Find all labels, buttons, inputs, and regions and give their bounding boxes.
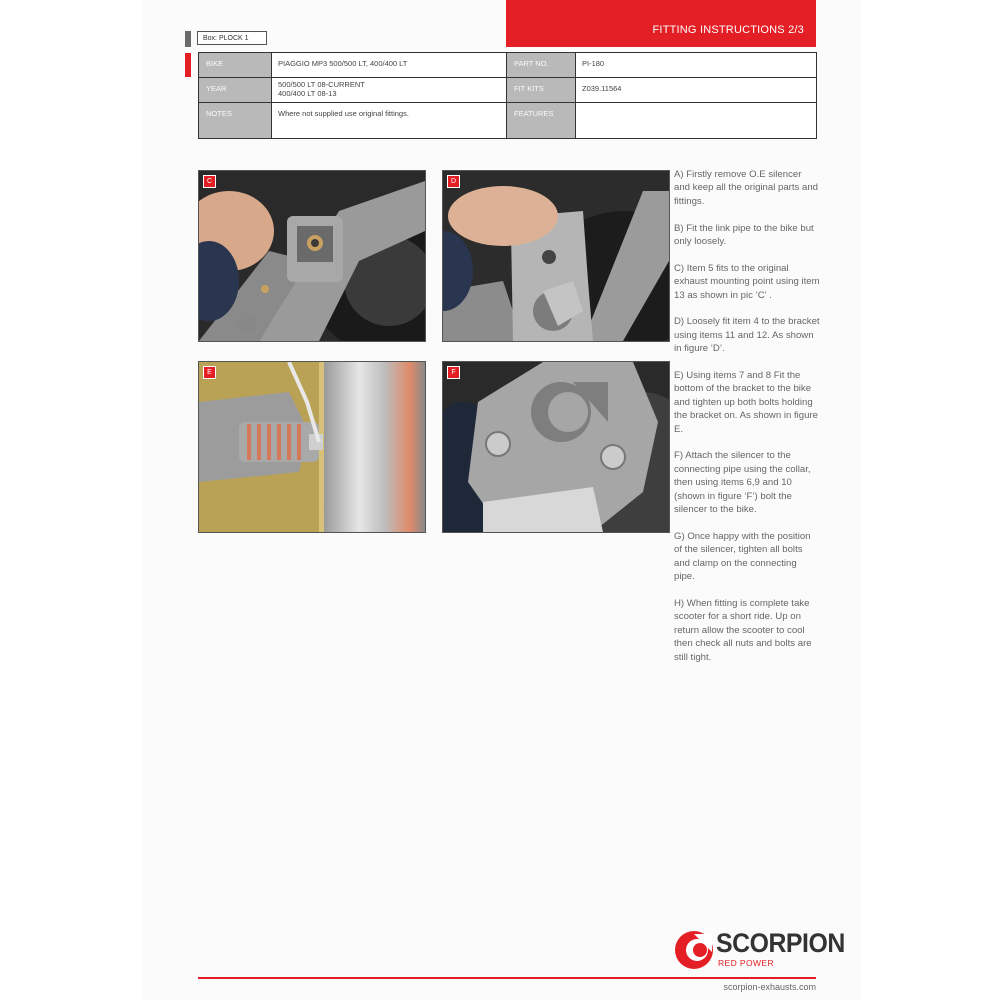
step-b: B) Fit the link pipe to the bike but only loosely. <box>674 222 814 248</box>
photo-d <box>442 170 670 342</box>
box-marker <box>185 31 191 47</box>
photo-f <box>442 361 670 533</box>
logo-wordmark: SCORPION <box>716 928 845 958</box>
photo-e-tag: E <box>203 366 216 379</box>
photo-d-image <box>443 171 669 341</box>
year-label: YEAR <box>199 78 272 103</box>
features-value <box>576 103 817 139</box>
fit-kits-value: Z039.11564 <box>576 78 817 103</box>
year-line-2: 400/400 LT 08-13 <box>278 89 337 98</box>
logo-tagline: RED POWER <box>718 958 775 968</box>
photo-e-image <box>199 362 425 532</box>
year-line-1: 500/500 LT 08-CURRENT <box>278 80 365 89</box>
box-label: Box: PLOCK 1 <box>197 31 267 45</box>
photo-c <box>198 170 426 342</box>
step-h: H) When fitting is complete take scooter for a short ride. Up on return allow the scooter to cool then check all nuts and bolts are still tight. <box>674 597 812 663</box>
photo-c-tag: C <box>203 175 216 188</box>
fit-kits-label: FIT KITS <box>507 78 576 103</box>
features-label: FEATURES <box>507 103 576 139</box>
photo-c-image <box>199 171 425 341</box>
photo-e <box>198 361 426 533</box>
notes-label: NOTES <box>199 103 272 139</box>
table-row <box>199 78 817 103</box>
spec-table <box>198 52 817 139</box>
part-number-label: PART NO. <box>507 53 576 78</box>
step-c: C) Item 5 fits to the original exhaust mounting point using item 13 as shown in pic ‘C’ . <box>674 262 820 301</box>
step-f: F) Attach the silencer to the connecting pipe using the collar, then using items 6,9 and 10 (shown in figure ‘F’) bolt the silencer to the bike. <box>674 450 811 516</box>
page-title: FITTING INSTRUCTIONS 2/3 <box>652 24 804 36</box>
photo-d-tag: D <box>447 175 460 188</box>
year-value <box>272 78 507 103</box>
scorpion-logo <box>674 928 845 972</box>
notes-value: Where not supplied use original fittings. <box>272 103 507 139</box>
step-g: G) Once happy with the position of the silencer, tighten all bolts and clamp on the connecting pipe. <box>674 530 811 583</box>
part-number-value: PI-180 <box>576 53 817 78</box>
bike-row-marker <box>185 53 191 77</box>
bike-value: PIAGGIO MP3 500/500 LT, 400/400 LT <box>272 53 507 78</box>
table-row <box>199 103 817 139</box>
photo-f-image <box>443 362 669 532</box>
instruction-steps <box>674 168 820 677</box>
table-row <box>199 53 817 78</box>
step-d: D) Loosely fit item 4 to the bracket using items 11 and 12. As shown in figure ‘D’. <box>674 316 820 355</box>
scorpion-logo-icon <box>674 930 714 970</box>
step-e: E) Using items 7 and 8 Fit the bottom of the bracket to the bike and tighten up both bolts holding the bracket on. As shown in figure E. <box>674 370 818 435</box>
page-margin <box>0 0 143 1000</box>
bike-label: BIKE <box>199 53 272 78</box>
photo-f-tag: F <box>447 366 460 379</box>
footer-url: scorpion-exhausts.com <box>723 982 816 992</box>
title-band <box>506 0 816 47</box>
footer-divider <box>198 977 816 979</box>
step-a: A) Firstly remove O.E silencer and keep all the original parts and fittings. <box>674 169 819 207</box>
